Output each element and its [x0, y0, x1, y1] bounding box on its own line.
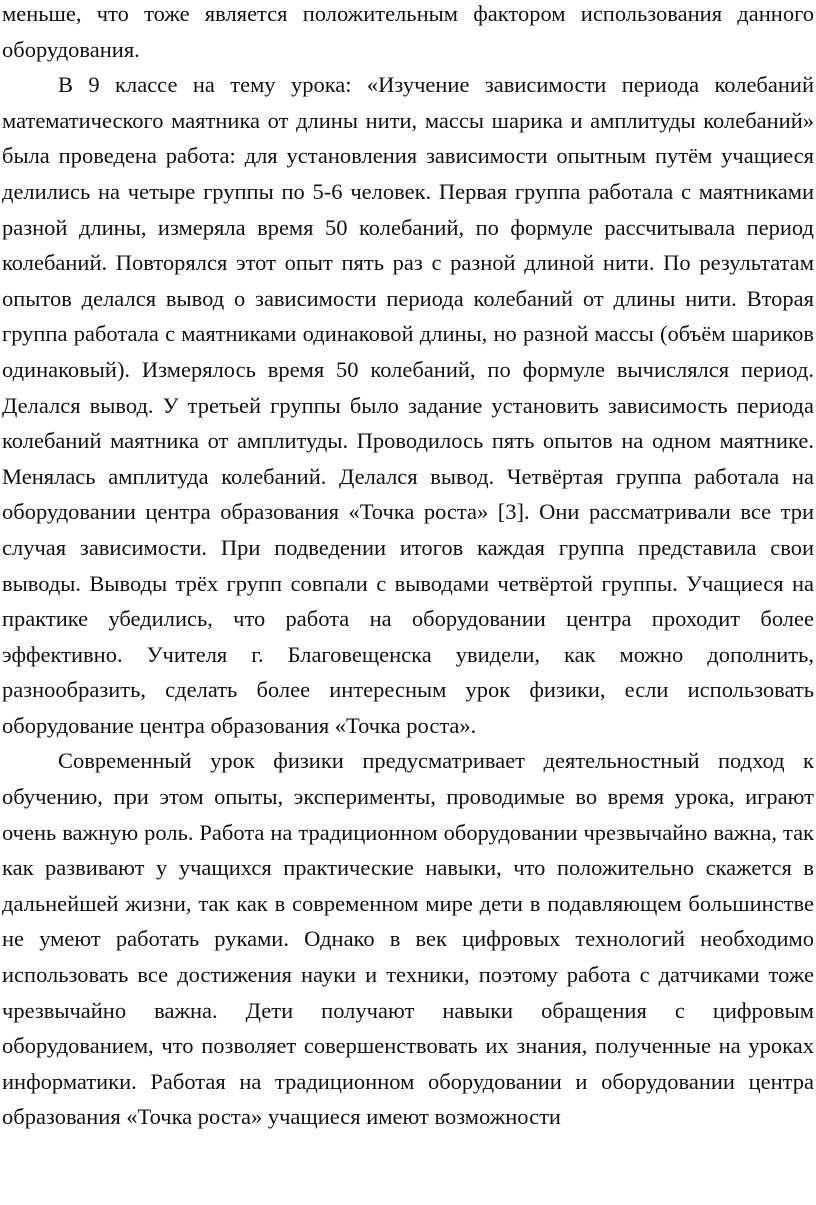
paragraph-continuation: меньше, что тоже является положительным фактором использования данного оборудования.: [2, 1, 814, 62]
paragraph-modern-lesson: Современный урок физики предусматривает деятельностный подход к обучению, при этом опыты, эксперименты, проводимые во время урока, играют очень важную роль. Работа на традиционном оборудовании чрезвычайно важна, так как развивают у учащихся практические навыки, что положительно скажется в дальнейшей жизни, так как в современном мире дети в подавляющем большинстве не умеют работать руками. Однако в век цифровых технологий необходимо использовать все достижения науки и техники, поэтому работа с датчиками тоже чрезвычайно важна. Дети получают навыки обращения с цифровым оборудованием, что позволяет совершенствовать их знания, полученные на уроках информатики. Работая на традиционном оборудовании и оборудовании центра образования «Точка роста» учащиеся имеют возможности: [2, 748, 814, 1130]
paragraph-experiment-description: В 9 классе на тему урока: «Изучение зависимости периода колебаний математического маятника от длины нити, массы шарика и амплитуды колебаний» была проведена работа: для установления зависимости опытным путём учащиеся делились на четыре группы по 5-6 человек. Первая группа работала с маятниками разной длины, измеряла время 50 колебаний, по формуле рассчитывала период колебаний. Повторялся этот опыт пять раз с разной длиной нити. По результатам опытов делался вывод о зависимости периода колебаний от длины нити. Вторая группа работала с маятниками одинаковой длины, но разной массы (объём шариков одинаковый). Измерялось время 50 колебаний, по формуле вычислялся период. Делался вывод. У третьей группы было задание установить зависимость периода колебаний маятника от амплитуды. Проводилось пять опытов на одном маятнике. Менялась амплитуда колебаний. Делался вывод. Четвёртая группа работала на оборудовании центра образования «Точка роста» [3]. Они рассматривали все три случая зависимости. При подведении итогов каждая группа представила свои выводы. Выводы трёх групп совпали с выводами четвёртой группы. Учащиеся на практике убедились, что работа на оборудовании центра проходит более эффективно. Учителя г. Благовещенска увидели, как можно дополнить, разнообразить, сделать более интересным урок физики, если использовать оборудование центра образования «Точка роста».: [2, 72, 814, 738]
